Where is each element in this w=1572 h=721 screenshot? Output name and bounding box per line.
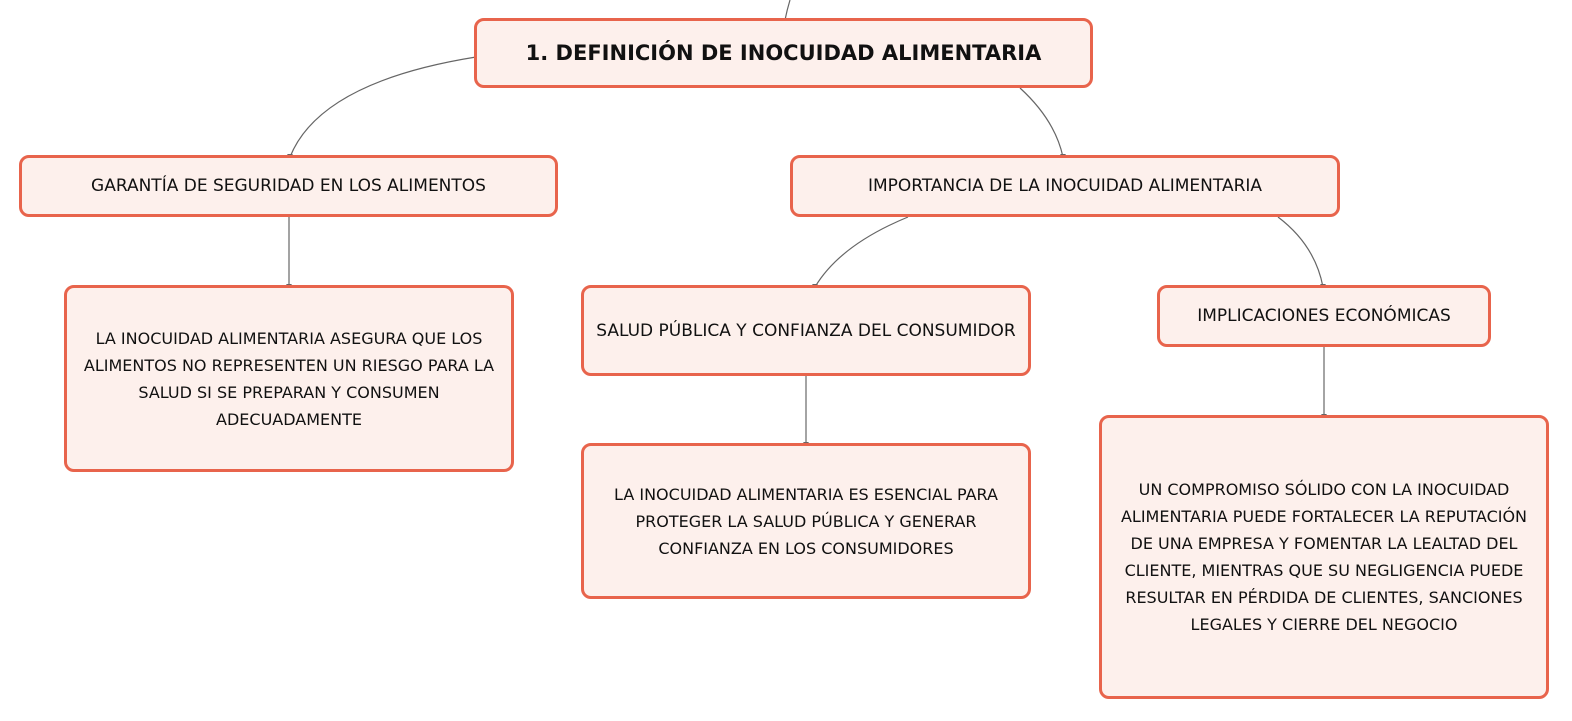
- node-garantia-detail-text: LA INOCUIDAD ALIMENTARIA ASEGURA QUE LOS ALIMENTOS NO REPRESENTEN UN RIESGO PARA LA SALUD SI SE PREPARAN Y CONSUMEN ADECUADAMENTE: [83, 328, 495, 429]
- node-importancia[interactable]: [790, 155, 1340, 217]
- node-garantia-seguridad[interactable]: [19, 155, 558, 217]
- root-node-label: 1. DEFINICIÓN DE INOCUIDAD ALIMENTARIA: [525, 41, 1042, 65]
- connector-root-to-importancia: [1020, 88, 1063, 157]
- node-salud-publica-label: SALUD PÚBLICA Y CONFIANZA DEL CONSUMIDOR: [596, 320, 1016, 341]
- node-salud-publica[interactable]: [581, 285, 1031, 376]
- node-salud-detail-text: LA INOCUIDAD ALIMENTARIA ES ESENCIAL PARA PROTEGER LA SALUD PÚBLICA Y GENERAR CONFIANZA EN LOS CONSUMIDORES: [614, 484, 998, 558]
- node-importancia-label: IMPORTANCIA DE LA INOCUIDAD ALIMENTARIA: [867, 176, 1263, 196]
- node-economicas-detail[interactable]: [1099, 415, 1549, 699]
- connector-incoming-root: [785, 0, 790, 20]
- connector-importancia-to-salud: [815, 217, 908, 287]
- node-garantia-seguridad-label: GARANTÍA DE SEGURIDAD EN LOS ALIMENTOS: [91, 176, 486, 196]
- node-salud-detail[interactable]: [581, 443, 1031, 599]
- node-implicaciones-economicas-label: IMPLICACIONES ECONÓMICAS: [1197, 306, 1451, 326]
- root-node[interactable]: [474, 18, 1093, 88]
- node-economicas-detail-text: UN COMPROMISO SÓLIDO CON LA INOCUIDAD ALIMENTARIA PUEDE FORTALECER LA REPUTACIÓN DE UNA EMPRESA Y FOMENTAR LA LEALTAD DEL CLIENTE, MIENTRAS QUE SU NEGLIGENCIA PUEDE RESULTAR EN PÉRDIDA DE CLIENTES, SANCIONES LEGALES Y CIERRE DEL NEGOCIO: [1120, 480, 1528, 634]
- node-garantia-detail[interactable]: [64, 285, 514, 472]
- connector-importancia-to-economicas: [1278, 217, 1323, 287]
- connector-root-to-garantia: [290, 57, 476, 157]
- node-implicaciones-economicas[interactable]: [1157, 285, 1491, 347]
